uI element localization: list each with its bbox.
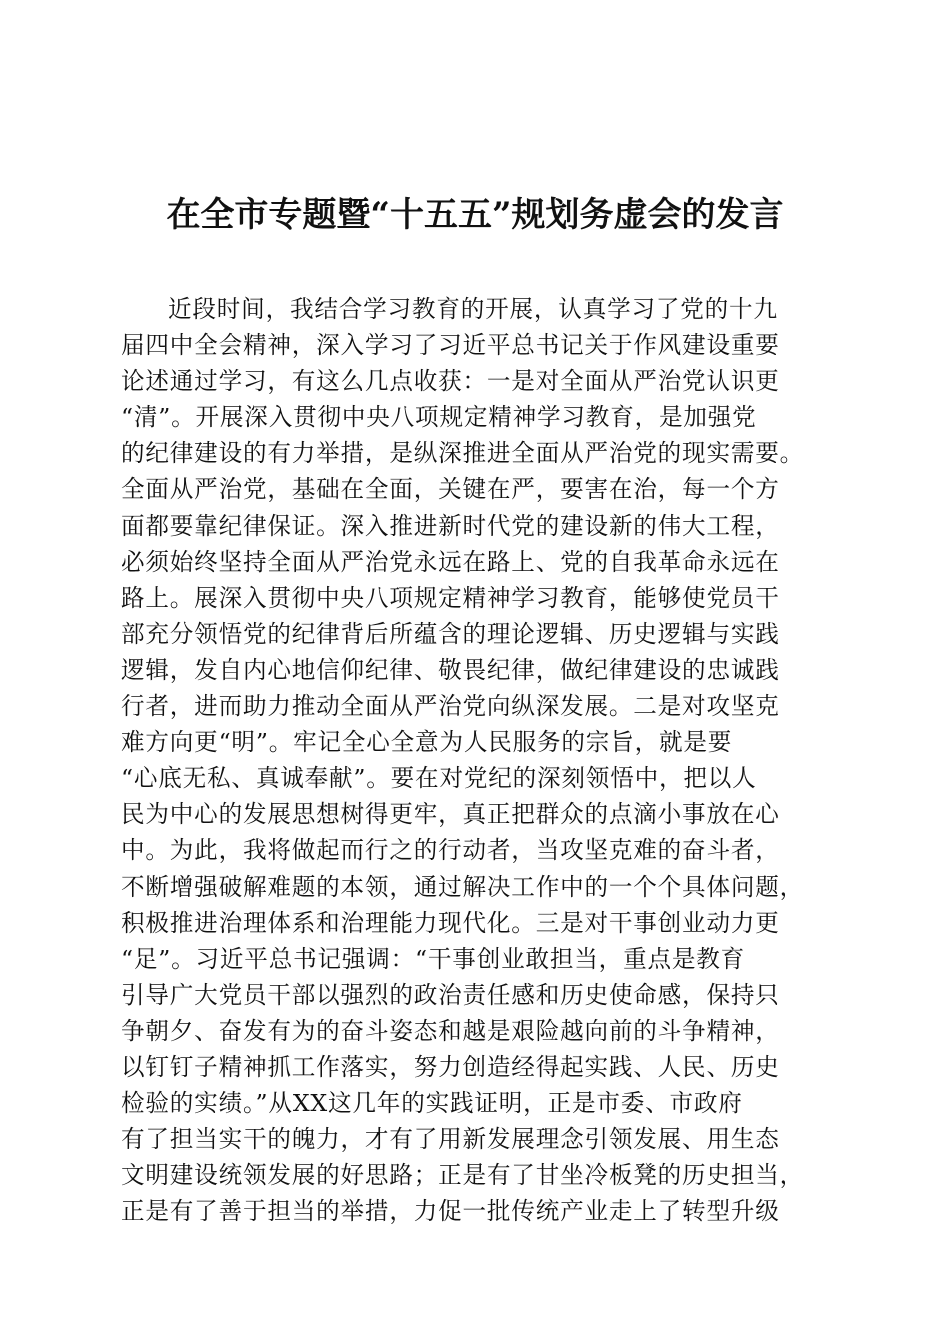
body-line: 难方向更“明”。牢记全心全意为人民服务的宗旨，就是要 — [121, 728, 733, 757]
body-line: 面都要靠纪律保证。深入推进新时代党的建设新的伟大工程， — [121, 511, 780, 540]
body-line: 有了担当实干的魄力，才有了用新发展理念引领发展、用生态 — [121, 1125, 780, 1154]
body-line: 论述通过学习，有这么几点收获：一是对全面从严治党认识更 — [121, 367, 780, 396]
body-line: 以钉钉子精神抓工作落实，努力创造经得起实践、人民、历史 — [121, 1052, 780, 1081]
body-line: 部充分领悟党的纪律背后所蕴含的理论逻辑、历史逻辑与实践 — [121, 619, 780, 648]
body-line: 必须始终坚持全面从严治党永远在路上、党的自我革命永远在 — [121, 547, 780, 576]
body-line: “足”。习近平总书记强调：“干事创业敢担当，重点是教育 — [121, 944, 746, 973]
body-line: 行者，进而助力推动全面从严治党向纵深发展。二是对攻坚克 — [121, 692, 780, 721]
body-line: 文明建设统领发展的好思路；正是有了甘坐冷板凳的历史担当， — [121, 1161, 805, 1190]
body-line: 路上。展深入贯彻中央八项规定精神学习教育，能够使党员干 — [121, 583, 780, 612]
body-line: 近段时间，我结合学习教育的开展，认真学习了党的十九 — [168, 295, 778, 323]
body-line: 届四中全会精神，深入学习了习近平总书记关于作风建设重要 — [121, 331, 780, 360]
body-line: 民为中心的发展思想树得更牢，真正把群众的点滴小事放在心 — [121, 800, 780, 829]
body-line: “清”。开展深入贯彻中央八项规定精神学习教育，是加强党 — [121, 403, 757, 432]
body-line: 积极推进治理体系和治理能力现代化。三是对干事创业动力更 — [121, 908, 780, 937]
document-title: 在全市专题暨“十五五”规划务虚会的发言 — [166, 195, 784, 235]
body-line: 不断增强破解难题的本领，通过解决工作中的一个个具体问题， — [121, 872, 805, 901]
body-line: 争朝夕、奋发有为的奋斗姿态和越是艰险越向前的斗争精神， — [121, 1016, 780, 1045]
body-line: 正是有了善于担当的举措，力促一批传统产业走上了转型升级 — [121, 1197, 780, 1226]
document-body — [121, 291, 831, 1229]
body-line: 中。为此，我将做起而行之的行动者，当攻坚克难的奋斗者， — [121, 836, 780, 865]
body-line: 引导广大党员干部以强烈的政治责任感和历史使命感，保持只 — [121, 980, 780, 1009]
body-line: “心底无私、真诚奉献”。要在对党纪的深刻领悟中，把以人 — [121, 764, 757, 793]
body-line: 全面从严治党，基础在全面，关键在严，要害在治，每一个方 — [121, 475, 780, 504]
body-line: 检验的实绩。”从XX这几年的实践证明，正是市委、市政府 — [121, 1089, 743, 1118]
body-line: 的纪律建设的有力举措，是纵深推进全面从严治党的现实需要。 — [121, 439, 805, 468]
body-line: 逻辑，发自内心地信仰纪律、敬畏纪律，做纪律建设的忠诚践 — [121, 655, 780, 684]
